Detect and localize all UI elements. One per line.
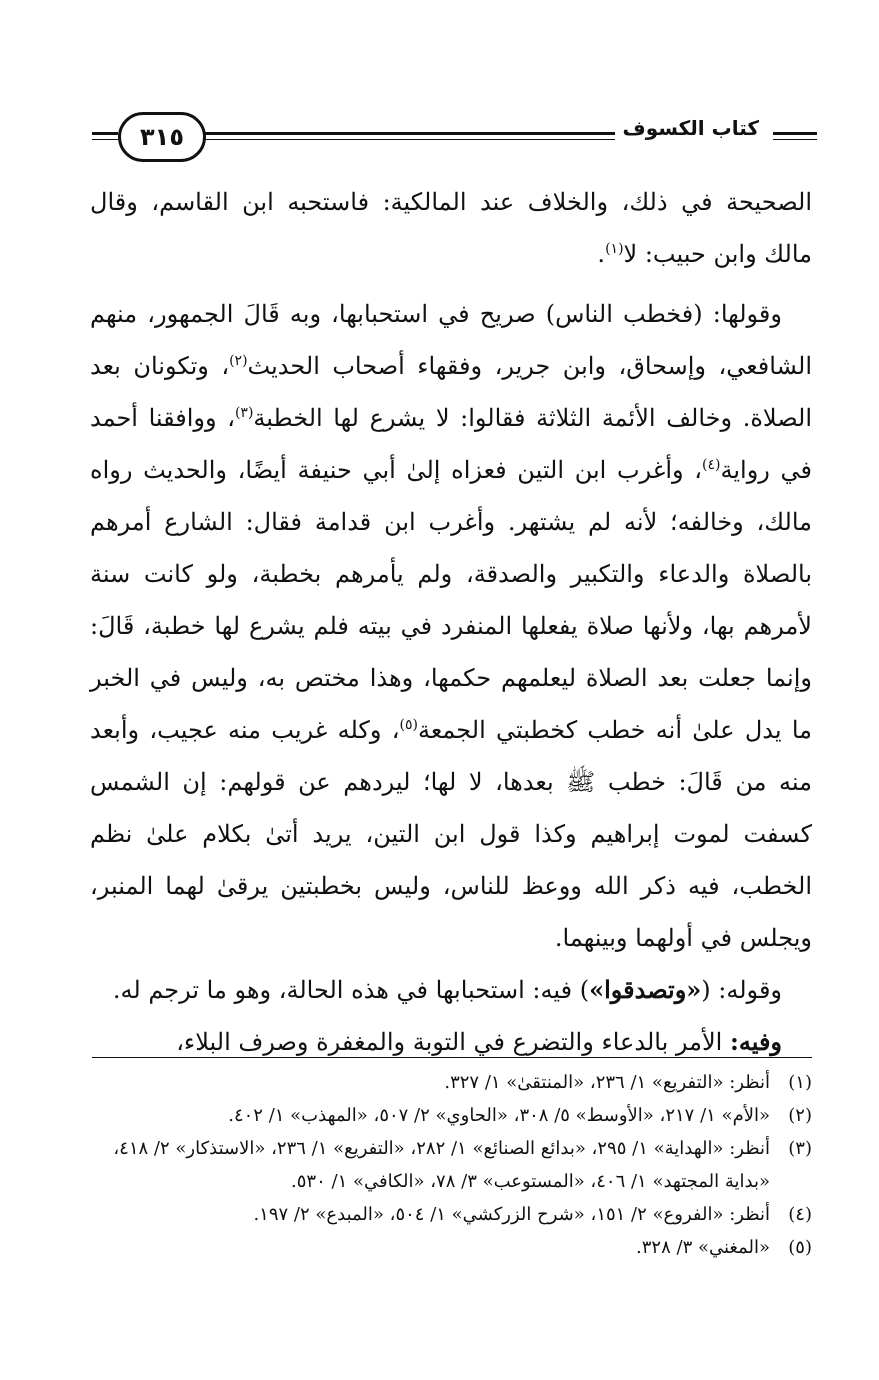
footnote-ref: (١) [605, 241, 624, 257]
lead-word-bold: وفيه: [729, 1027, 782, 1056]
footnote-item [92, 1198, 812, 1231]
text-line: الصحيحة في ذلك، والخلاف عند المالكية: فاستحبه ابن القاسم، وقال [90, 188, 812, 216]
page-header [92, 108, 817, 158]
footnote-separator [92, 1057, 812, 1058]
text-span: ، وكله غريب منه عجيب، وأبعد منه من قَالَ: خطب ﷺ بعدها، لا لها؛ ليردهم عن قولهم: إن الشمس كسفت لموت إبراهيم وكذا قول ابن التين، يريد أتىٰ بكلام علىٰ نظم الخطب، فيه ذكر الله ووعظ للناس، وليس بخطبتين يرقىٰ لهما المنبر، ويجلس في أولهما وبينهما. [90, 716, 813, 952]
footnote-ref: (٢) [229, 353, 248, 369]
footnote-ref: (٣) [234, 405, 254, 421]
footnote-number: (١) [788, 1072, 812, 1093]
header-rule-right-thin [773, 139, 817, 140]
footnote-number: (٢) [788, 1105, 812, 1126]
footnote-number: (٣) [788, 1138, 812, 1159]
text-span: وقوله: ( [701, 976, 782, 1004]
footnote-text: أنظر: «الفروع» ٢/ ١٥١، «شرح الزركشي» ١/ ٥٠٤، «المبدع» ٢/ ١٩٧. [253, 1204, 770, 1225]
header-rule-right [773, 132, 817, 135]
footnote-item [92, 1066, 812, 1099]
text-span: ، وأغرب ابن التين فعزاه إلىٰ أبي حنيفة أيضًا، والحديث رواه مالك، وخالفه؛ لأنه لم يشتهر. وأغرب ابن قدامة فقال: الشارع أمرهم بالصلاة والدعاء والتكبير والصدقة، ولم يأمرهم بخطبة، ولو كانت سنة لأمرهم بها، ولأنها صلاة يفعلها المنفرد في بيته فلم يشرع لها خطبة، قَالَ: وإنما جعلت بعد الصلاة ليعلمهم حكمها، وهذا مختص به، وليس في الخبر ما يدل علىٰ أنه خطب كخطبتي الجمعة [90, 456, 812, 744]
footnote-number: (٤) [788, 1204, 812, 1225]
text-span: ، ووافقنا أحمد في رواية [90, 404, 813, 484]
paragraph-3 [90, 964, 812, 1016]
paragraph-1 [90, 176, 812, 280]
paragraph-2 [90, 288, 812, 964]
quote-bold: «وتصدقوا» [589, 975, 702, 1004]
text-line: . [597, 240, 606, 268]
footnote-text: أنظر: «الهداية» ١/ ٢٩٥، «بدائع الصنائع» ١/ ٢٨٢، «التفريع» ١/ ٢٣٦، «الاستذكار» ٢/ ٤١٨، «بداية المجتهد» ١/ ٤٠٦، «المستوعب» ٣/ ٧٨، «الكافي» ١/ ٥٣٠. [113, 1138, 770, 1192]
footnote-text: «الأم» ١/ ٢١٧، «الأوسط» ٥/ ٣٠٨، «الحاوي» ٢/ ٥٠٧، «المهذب» ١/ ٤٠٢. [228, 1105, 770, 1126]
main-text [90, 176, 812, 1068]
text-line: مالك وابن حبيب: لا [623, 240, 812, 268]
footnote-text: «المغني» ٣/ ٣٢٨. [636, 1237, 770, 1258]
page-number: ٣١٥ [118, 112, 206, 162]
paragraph-4 [90, 1016, 812, 1068]
footnote-ref: (٥) [399, 717, 418, 733]
running-title: كتاب الكسوف [615, 116, 767, 140]
header-rule-left-thin [92, 139, 118, 140]
footnotes [92, 1066, 812, 1264]
footnote-number: (٥) [788, 1237, 812, 1258]
text-span: الأمر بالدعاء والتضرع في التوبة والمغفرة وصرف البلاء، [176, 1028, 730, 1056]
header-rule-left [92, 132, 118, 135]
footnote-item [92, 1231, 812, 1264]
footnote-item [92, 1099, 812, 1132]
text-span: ) فيه: استحبابها في هذه الحالة، وهو ما ترجم له. [112, 976, 590, 1004]
footnote-text: أنظر: «التفريع» ١/ ٢٣٦، «المنتقىٰ» ١/ ٣٢٧. [444, 1072, 770, 1093]
text-span: ، وتكونان بعد الصلاة. وخالف الأئمة الثلاثة فقالوا: لا يشرع لها الخطبة [90, 352, 813, 432]
footnote-ref: (٤) [702, 457, 721, 473]
footnote-item [92, 1132, 812, 1198]
text-span: وقولها: (فخطب الناس) صريح في استحبابها، وبه قَالَ الجمهور، منهم الشافعي، وإسحاق، وابن جرير، وفقهاء أصحاب الحديث [90, 300, 812, 380]
